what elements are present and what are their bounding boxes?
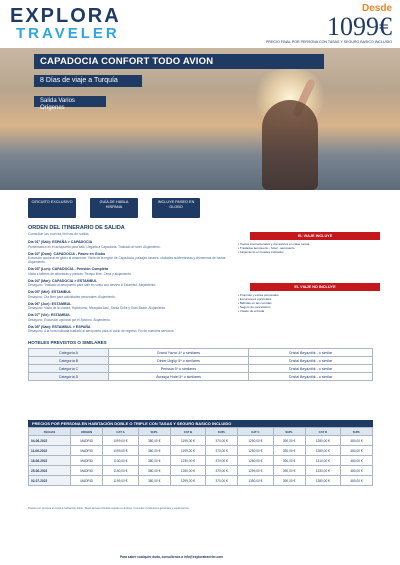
- origin-cell: MADRID: [71, 436, 103, 446]
- hotel-cappadocia: Perissia 5* o similares: [109, 365, 249, 373]
- prices-title: PRECIOS POR PERSONA EN HABITACIÓN DOBLE O TRIPLE CON TASAS Y SEGURO BASICO INCLUIDO: [28, 420, 373, 427]
- price-from-label: Desde: [361, 3, 392, 14]
- feature-balloon-ride[interactable]: INCLUYE PASEO EN GLOBO: [152, 198, 200, 218]
- footnotes: Precios por persona en base a habitación doble. Tasas aéreas incluidas sujetas a cambios. Consultar condiciones generales y suplementos.: [28, 507, 190, 510]
- itinerary-day: [28, 290, 230, 299]
- list-item: • Vuelos internacionales y domésticos en clase turista: [238, 242, 388, 246]
- table-row: [29, 357, 373, 365]
- price-cell: 1280,00 €: [305, 436, 341, 446]
- price-cell: 1250,00 €: [238, 446, 274, 456]
- day-heading: Día 08º (Sáb): ESTAMBUL > ESPAÑA: [28, 324, 91, 329]
- col-header: CAT C: [238, 428, 274, 436]
- day-heading: Día 06º (Jue): ESTAMBUL: [28, 301, 72, 306]
- supplement-cell: 480,00 €: [341, 456, 373, 466]
- price-cell: 1299,00 €: [170, 476, 206, 486]
- hotel-istanbul: Cristal Beyazıtlık - o similar: [249, 357, 373, 365]
- excludes-list: [238, 293, 388, 313]
- itinerary-day: [28, 267, 230, 276]
- list-item: • Propinas y extras personales: [238, 293, 388, 297]
- excludes-badge: EL VIAJE NO INCLUYE: [250, 283, 380, 291]
- list-item: • Alojamiento en hoteles indicados: [238, 250, 388, 254]
- table-header-row: [29, 428, 373, 436]
- brand-name-line2: TRAVELER: [16, 25, 120, 42]
- supplement-cell: 480,00 €: [341, 446, 373, 456]
- supplement-cell: 390,00 €: [273, 446, 305, 456]
- hotel-cappadocia: Dinler Ürgüp 5* o similares: [109, 357, 249, 365]
- price-cell: 1250,00 €: [170, 466, 206, 476]
- day-heading: Día 01º (Sáb): ESPAÑA > CAPADOCIA: [28, 240, 93, 244]
- date-cell: 25-06-2022: [29, 466, 71, 476]
- itinerary-day: [28, 302, 230, 311]
- price-cell: 1099,00 €: [103, 436, 139, 446]
- itinerary-day: [28, 325, 230, 334]
- table-row: [29, 446, 373, 456]
- date-cell: 18-06-2022: [29, 456, 71, 466]
- prices-section: [28, 420, 373, 486]
- price-cell: 1310,00 €: [305, 456, 341, 466]
- origin-cell: MADRID: [71, 456, 103, 466]
- origin-cell: MADRID: [71, 476, 103, 486]
- price-cell: 1280,00 €: [238, 456, 274, 466]
- supplement-cell: 370,00 €: [206, 436, 238, 446]
- day-text: Desayuno. Excursión opcional por el Bósforo. Alojamiento.: [28, 317, 111, 322]
- col-header: SUPL: [341, 428, 373, 436]
- day-heading: Día 05º (Mié): ESTAMBUL: [28, 290, 72, 294]
- itinerary-day: [28, 240, 230, 249]
- features-row: [28, 198, 213, 220]
- col-header: SUPL: [138, 428, 170, 436]
- price-cell: 1199,00 €: [170, 446, 206, 456]
- hero-title: CAPADOCIA CONFORT TODO AVION: [34, 54, 324, 69]
- list-item: • Traslados aeropuerto - hotel - aeropuerto: [238, 246, 388, 250]
- date-cell: 04-06-2022: [29, 436, 71, 446]
- day-heading: Día 07º (Vie): ESTAMBUL: [28, 313, 71, 317]
- col-header: FECHAS: [29, 428, 71, 436]
- supplement-cell: 370,00 €: [206, 446, 238, 456]
- supplement-cell: 380,00 €: [138, 436, 170, 446]
- table-row: [29, 349, 373, 357]
- day-text: Desayuno. A la hora indicada traslado al aeropuerto para el vuelo de regreso. Fin de nuestros servicios.: [28, 329, 175, 333]
- itinerary-note: Consultar las nuevas fechas de salida.: [28, 232, 90, 236]
- brand-logo[interactable]: [10, 6, 140, 42]
- hotels-table: [28, 348, 373, 381]
- supplement-cell: 380,00 €: [138, 466, 170, 476]
- price-cell: 1130,00 €: [103, 456, 139, 466]
- date-cell: 11-06-2022: [29, 446, 71, 456]
- table-row: [29, 373, 373, 381]
- hotel-istanbul: Cristal Beyazıtlık - o similar: [249, 373, 373, 381]
- list-item: • Seguro de cancelación: [238, 305, 388, 309]
- hotel-category: Categoría A: [29, 349, 109, 357]
- price-cell: 1280,00 €: [305, 446, 341, 456]
- day-text: Presentación en el aeropuerto para salir. Llegada a Capadocia. Traslado al hotel. Alojamiento.: [28, 244, 161, 249]
- itinerary-day: [28, 313, 230, 322]
- day-text: Desayuno. Día libre para actividades personales. Alojamiento.: [28, 294, 116, 299]
- supplement-cell: 390,00 €: [273, 466, 305, 476]
- supplement-cell: 380,00 €: [138, 446, 170, 456]
- feature-spanish-guide[interactable]: GUÍA DE HABLA HISPANA: [90, 198, 138, 218]
- table-row: [29, 476, 373, 486]
- price-cell: 1230,00 €: [170, 456, 206, 466]
- supplement-cell: 390,00 €: [273, 436, 305, 446]
- supplement-cell: 390,00 €: [273, 476, 305, 486]
- price-cell: 1199,00 €: [170, 436, 206, 446]
- price-cell: 1099,00 €: [103, 446, 139, 456]
- col-header: CAT A: [103, 428, 139, 436]
- price-rows: [29, 436, 373, 486]
- col-header: CAT B: [170, 428, 206, 436]
- day-heading: Día 02º (Dom): CAPADOCIA - Paseo en Globo: [28, 251, 106, 256]
- hotel-cappadocia: Avrasya Hotel 5* o similares: [109, 373, 249, 381]
- hotel-category: Categoría C: [29, 365, 109, 373]
- hotel-category: Categoría D: [29, 373, 109, 381]
- prices-table: [28, 427, 373, 486]
- hero-image: [0, 48, 400, 190]
- supplement-cell: 480,00 €: [341, 476, 373, 486]
- price-cell: 1299,00 €: [238, 466, 274, 476]
- supplement-cell: 390,00 €: [273, 456, 305, 466]
- list-item: • Visado de entrada: [238, 309, 388, 313]
- hotel-cappadocia: Grand Yazıcı 4* o similares: [109, 349, 249, 357]
- supplement-cell: 370,00 €: [206, 476, 238, 486]
- traveler-figure: [262, 100, 318, 190]
- price-cell: 1380,00 €: [305, 476, 341, 486]
- supplement-cell: 480,00 €: [341, 466, 373, 476]
- price-note: PRECIO FINAL POR PERSONA CON TASAS Y SEGURO BASICO INCLUIDO: [265, 40, 392, 44]
- itinerary-day: [28, 252, 230, 265]
- supplement-cell: 380,00 €: [138, 456, 170, 466]
- day-text: Excursión opcional en globo al amanecer. Visita de la región de Capadocia, paisajes lunares, ciudades subterráneas y chimeneas de hadas. Alojamiento.: [28, 256, 227, 264]
- hotels-title: HOTELES PREVISTOS O SIMILARES: [28, 340, 107, 345]
- table-row: [29, 436, 373, 446]
- hotels-section: [28, 340, 373, 381]
- col-header: SUPL: [273, 428, 305, 436]
- table-row: [29, 466, 373, 476]
- feature-exclusive-circuit[interactable]: CIRCUITO EXCLUSIVO: [28, 198, 76, 218]
- origin-cell: MADRID: [71, 446, 103, 456]
- contact-link[interactable]: Para saber cualquier duda, consúltenos a info@exploratraveler.com: [120, 555, 224, 559]
- includes-badge: EL VIAJE INCLUYE: [250, 232, 380, 240]
- brand-name-line1: EXPLORA: [10, 5, 121, 27]
- hotel-istanbul: Cristal Beyazıtlık - o similar: [249, 349, 373, 357]
- itinerary-title: ORDEN DEL ITINERARIO DE SALIDA: [28, 225, 125, 231]
- list-item: • Excursiones opcionales: [238, 297, 388, 301]
- itinerary-day: [28, 279, 230, 288]
- col-header: ORIGEN: [71, 428, 103, 436]
- day-heading: Día 04º (Mar): CAPADOCIA > ESTAMBUL: [28, 278, 98, 283]
- hotel-category: Categoría B: [29, 357, 109, 365]
- price-value: 1099€: [327, 12, 392, 41]
- hero-subtitle: 8 Días de viaje a Turquía: [34, 75, 142, 87]
- price-cell: 1350,00 €: [238, 476, 274, 486]
- price-cell: 1250,00 €: [238, 436, 274, 446]
- supplement-cell: 480,00 €: [341, 436, 373, 446]
- day-text: Desayuno. Visita de la ciudad, Hipódromo, Mezquita Azul, Santa Sofía y Gran Bazar. Alojamiento.: [28, 306, 166, 310]
- day-heading: Día 03º (Lun): CAPADOCIA - Pensión Completa: [28, 267, 108, 271]
- supplement-cell: 370,00 €: [206, 456, 238, 466]
- header: [0, 0, 400, 48]
- hotel-istanbul: Cristal Beyazıtlık - o similar: [249, 365, 373, 373]
- col-header: SUPL: [206, 428, 238, 436]
- date-cell: 02-07-2022: [29, 476, 71, 486]
- origin-cell: MADRID: [71, 466, 103, 476]
- table-row: [29, 456, 373, 466]
- itinerary: [28, 225, 230, 337]
- hero-departures: Salida Varios Orígenes: [34, 96, 106, 107]
- price-cell: 1199,00 €: [103, 476, 139, 486]
- day-text: Desayuno. Traslado al aeropuerto para salir en vuelo con destino a Estambul. Alojamiento.: [28, 283, 157, 287]
- price-cell: 1330,00 €: [305, 466, 341, 476]
- day-text: Visita a talleres de alfombras y piedras. Tiempo libre. Cena y alojamiento.: [28, 271, 132, 276]
- table-row: [29, 365, 373, 373]
- price-box: [232, 3, 392, 45]
- supplement-cell: 380,00 €: [138, 476, 170, 486]
- supplement-cell: 370,00 €: [206, 466, 238, 476]
- price-cell: 1150,00 €: [103, 466, 139, 476]
- list-item: • Bebidas en las comidas: [238, 301, 388, 305]
- col-header: CAT D: [305, 428, 341, 436]
- includes-list: [238, 242, 388, 254]
